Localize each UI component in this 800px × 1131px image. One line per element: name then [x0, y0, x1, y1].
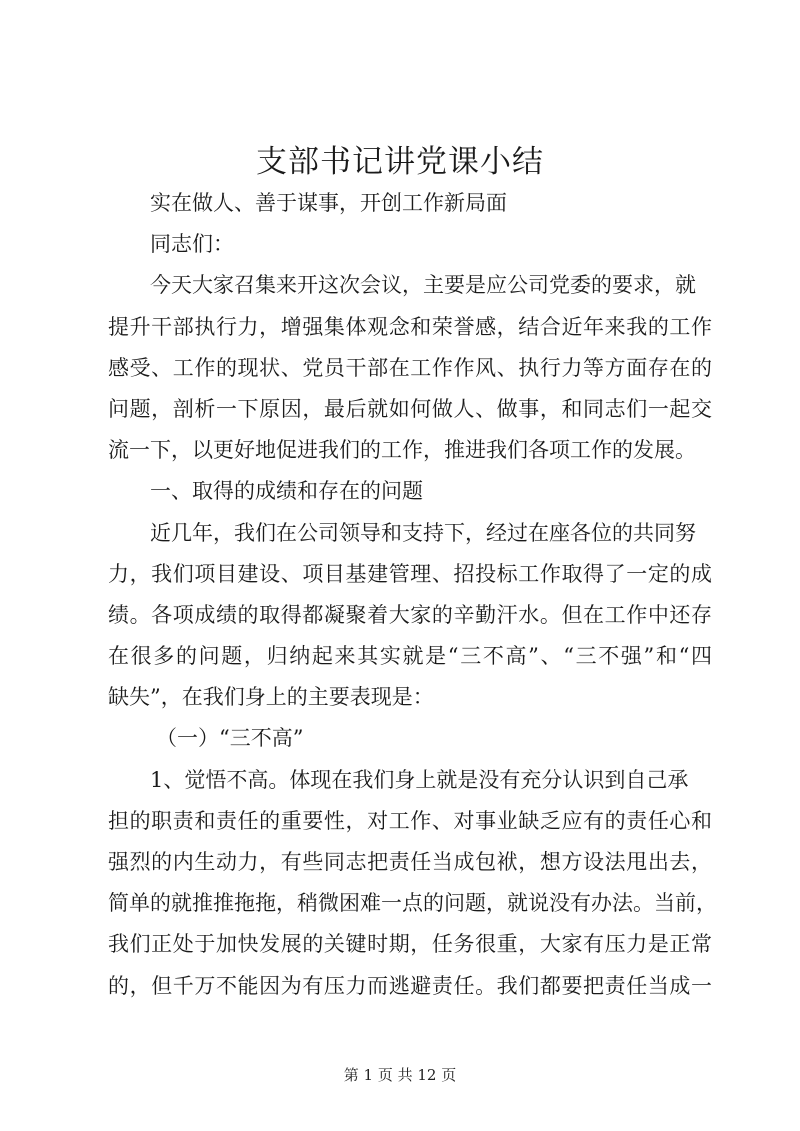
paragraph-line: 我们正处于加快发展的关键时期，任务很重，大家有压力是正常 [108, 932, 712, 957]
document-body [108, 183, 717, 1007]
subsection-heading: （一）“三不高” [156, 726, 304, 751]
paragraph-line: 力，我们项目建设、项目基建管理、招投标工作取得了一定的成 [108, 561, 712, 586]
paragraph-line: 的，但千万不能因为有压力而逃避责任。我们都要把责任当成一 [108, 973, 712, 998]
paragraph-line: 绩。各项成绩的取得都凝聚着大家的辛勤汗水。但在工作中还存 [108, 602, 712, 627]
page-number-footer: 第 1 页 共 12 页 [343, 1066, 457, 1084]
paragraph-line: 问题，剖析一下原因，最后就如何做人、做事，和同志们一起交 [108, 396, 712, 421]
paragraph-line: 担的职责和责任的重要性，对工作、对事业缺乏应有的责任心和 [108, 808, 712, 833]
paragraph-line: 强烈的内生动力，有些同志把责任当成包袱，想方设法甩出去， [108, 850, 712, 874]
paragraph-line: 今天大家召集来开这次会议，主要是应公司党委的要求，就 [150, 273, 696, 298]
salutation-line: 同志们： [150, 232, 234, 257]
document-title: 支部书记讲党课小结 [256, 144, 544, 180]
paragraph-line: 流一下，以更好地促进我们的工作，推进我们各项工作的发展。 [108, 438, 696, 463]
section-heading: 一、取得的成绩和存在的问题 [150, 479, 423, 504]
paragraph-line: 缺失”，在我们身上的主要表现是： [108, 685, 434, 710]
paragraph-line: 近几年，我们在公司领导和支持下，经过在座各位的共同努 [150, 520, 696, 545]
paragraph-line: 在很多的问题，归纳起来其实就是“三不高”、“三不强”和“四 [108, 644, 712, 669]
paragraph-line: 感受、工作的现状、党员干部在工作作风、执行力等方面存在的 [108, 355, 712, 380]
paragraph-line: 1、觉悟不高。体现在我们身上就是没有充分认识到自己承 [150, 767, 689, 792]
paragraph-line: 简单的就推推拖拖，稍微困难一点的问题，就说没有办法。当前， [108, 891, 717, 916]
paragraph-line: 提升干部执行力，增强集体观念和荣誉感，结合近年来我的工作 [108, 314, 712, 339]
subtitle-line: 实在做人、善于谋事，开创工作新局面 [150, 191, 507, 215]
